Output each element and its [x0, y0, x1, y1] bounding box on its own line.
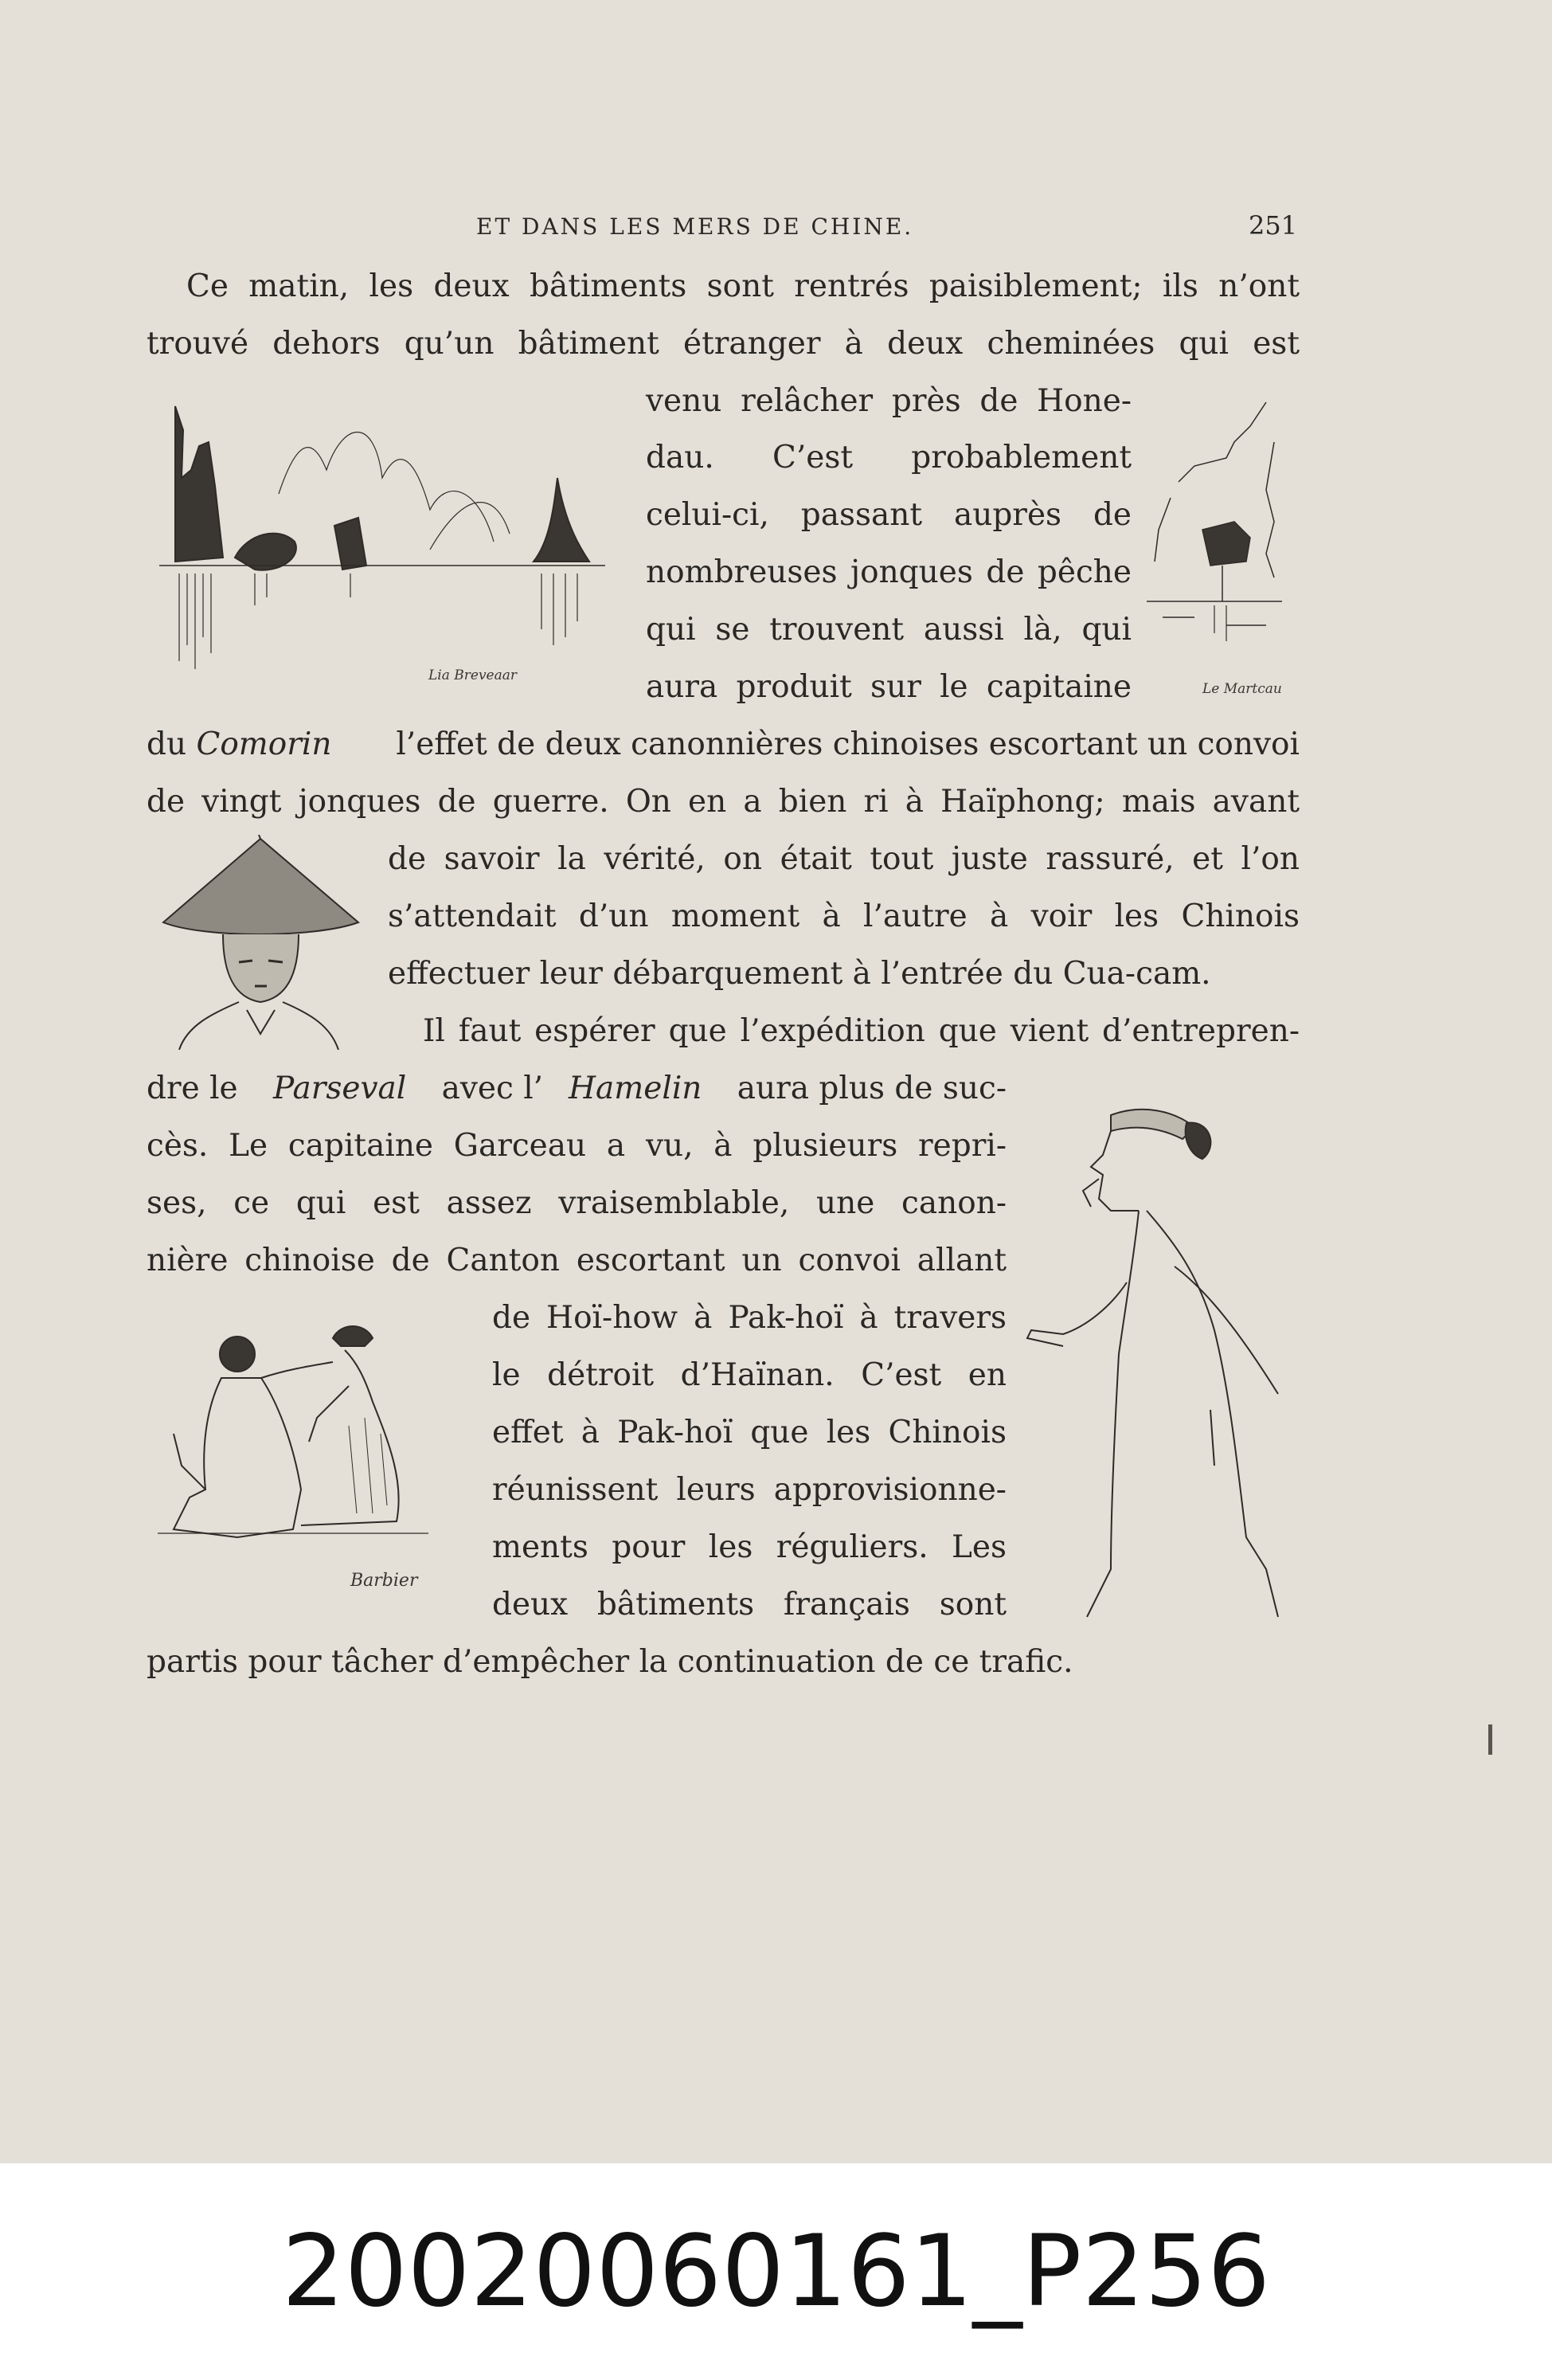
text-line-15-b: avec l’: [432, 1071, 544, 1106]
paper-blemish: [1488, 1724, 1492, 1755]
text-line-15: [147, 1071, 1007, 1107]
signature-barbier: Barbier: [350, 1571, 418, 1591]
text-line-10: de vingt jonques de guerre. On en a bien ri à Haïphong; mais avant: [147, 784, 1300, 820]
text-line-14: Il faut espérer que l’expédition que vient d’entrepren-: [423, 1013, 1300, 1049]
conical-hat-man-illustration: [155, 835, 366, 1050]
ship-name-hamelin: Hamelin: [569, 1071, 702, 1106]
text-line-4: dau. C’est probablement: [646, 440, 1132, 476]
text-line-20: le détroit d’Haïnan. C’est en: [492, 1357, 1007, 1393]
text-line-23: ments pour les réguliers. Les: [492, 1529, 1007, 1565]
text-line-15-c: aura plus de suc-: [727, 1071, 1007, 1106]
sea-junks-illustration: [159, 398, 629, 689]
text-line-17: ses, ce qui est assez vraisemblable, une canon-: [147, 1185, 1007, 1221]
text-line-25: partis pour tâcher d’empêcher la continuation de ce trafic.: [147, 1644, 1073, 1680]
text-line-7: qui se trouvent aussi là, qui: [646, 612, 1132, 648]
text-line-22: réunissent leurs approvisionne-: [492, 1472, 1007, 1508]
text-line-9-b: l’effet de deux canonnières chinoises escortant un convoi: [385, 726, 1300, 762]
image-caption: 20020060161_P256: [281, 2214, 1271, 2329]
text-line-15-a: dre le: [147, 1071, 248, 1106]
text-line-9: [147, 726, 1300, 763]
text-line-5: celui-ci, passant auprès de: [646, 497, 1132, 533]
text-line-9-a: du: [147, 726, 197, 762]
text-line-16: cès. Le capitaine Garceau a vu, à plusieurs repri-: [147, 1128, 1007, 1164]
text-line-13: effectuer leur débarquement à l’entrée du Cua-cam.: [388, 956, 1211, 992]
text-line-21: effet à Pak-hoï que les Chinois: [492, 1415, 1007, 1450]
text-line-2: trouvé dehors qu’un bâtiment étranger à deux cheminées qui est: [147, 326, 1300, 362]
text-line-18: nière chinoise de Canton escortant un convoi allant: [147, 1243, 1007, 1278]
running-head: ET DANS LES MERS DE CHINE.: [476, 213, 914, 240]
ship-name-parseval: Parseval: [273, 1071, 407, 1106]
sitting-figures-illustration: [158, 1306, 460, 1545]
text-line-8: aura produit sur le capitaine: [646, 669, 1132, 705]
text-line-6: nombreuses jonques de pêche: [646, 554, 1132, 590]
text-line-1: Ce matin, les deux bâtiments sont rentrés paisiblement; ils n’ont: [186, 268, 1300, 304]
page-number: 251: [1249, 210, 1298, 241]
signature-sea-sketch: Lia Breveaar: [428, 667, 518, 683]
text-line-12: s’attendait d’un moment à l’autre à voir les Chinois: [388, 898, 1300, 934]
text-line-3: venu relâcher près de Hone-: [646, 383, 1132, 419]
standing-man-illustration: [1015, 1091, 1314, 1621]
text-line-24: deux bâtiments français sont: [492, 1587, 1007, 1623]
text-line-19: de Hoï-how à Pak-hoï à travers: [492, 1300, 1007, 1336]
text-line-11: de savoir la vérité, on était tout juste rassuré, et l’on: [388, 841, 1300, 877]
rock-boat-illustration: [1147, 394, 1282, 657]
ship-name-comorin: Comorin: [196, 726, 332, 762]
signature-rock-sketch: Le Martcau: [1202, 681, 1282, 697]
